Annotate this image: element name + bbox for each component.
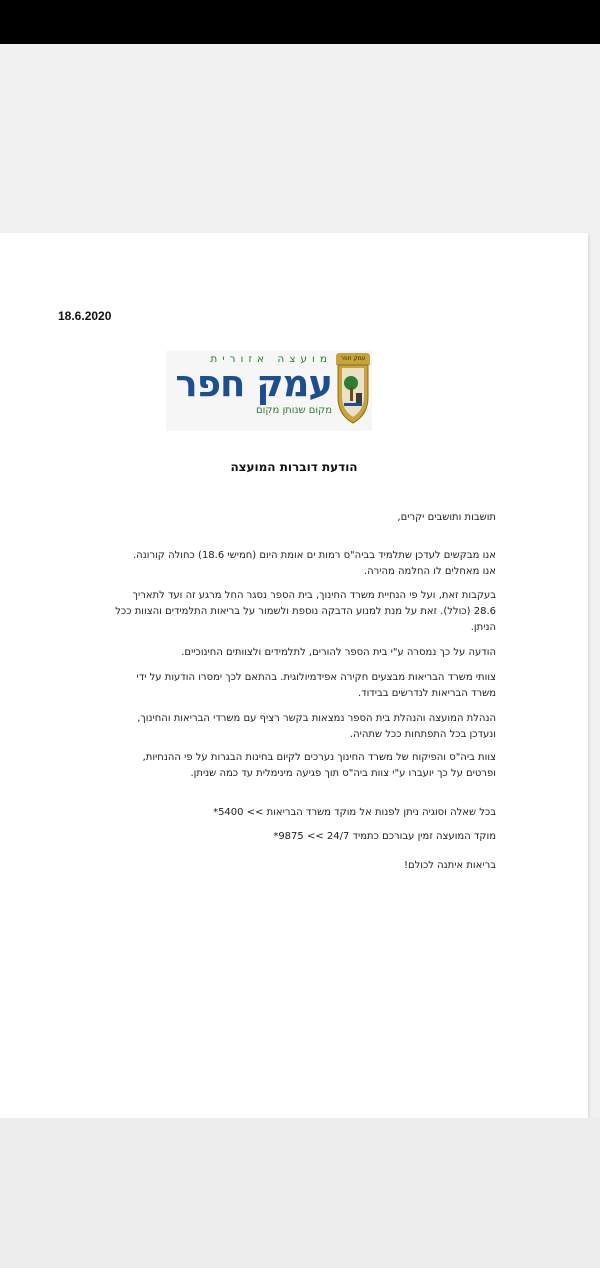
contact-line: בכל שאלה וסוגיה ניתן לפנות אל מוקד משרד הבריאות >> 5400* [213,807,496,818]
logo-text-block [162,351,332,416]
paragraph-1 [52,548,496,580]
logo-slogan: מקום שנותן מקום [256,405,332,416]
greeting-line: תושבות ותושבים יקרים, [397,512,496,523]
council-logo [166,351,372,431]
logo-main-text: עמק חפר [175,362,332,405]
paragraph-3 [52,645,496,661]
paragraph-line: אנו מאחלים לו החלמה מהירה. [363,566,496,577]
paragraph-line: צוות ביה"ס והפיקוח של משרד החינוך נערכים לקיום בחינות הבגרות על פי ההנחיות, [142,752,496,763]
contact-line-health [52,805,496,821]
paragraph-line: הניתן. [470,622,496,633]
paragraph-line: ונעדכן בכל התפתחות ככל שתהיה. [349,729,496,740]
closing-line: בריאות איתנה לכולם! [403,860,496,871]
paragraph-line: ופרטים על כך יועברו ע"י צוות ביה"ס תוך פגיעה מינימלית עד כמה שניתן. [190,768,496,779]
status-bar [0,0,600,44]
closing [52,858,496,874]
document-page [0,233,588,1118]
paragraph-6 [52,750,496,782]
contact-line: מוקד המועצה זמין עבורכם כתמיד 24/7 >> 9875* [273,831,496,842]
document-date: 18.6.2020 [58,309,112,323]
logo-top-text: מועצה אזורית [210,353,332,365]
announcement-title: הודעת דוברות המועצה [230,460,358,474]
shield-icon [336,353,370,425]
emblem-icon [336,353,370,425]
paragraph-line: אנו מבקשים לעדכן שתלמיד בביה"ס רמות ים אומת היום (חמישי 18.6) כחולה קורונה. [133,550,496,561]
emblem-label: עמק חפר [336,353,370,365]
paragraph-line: 28.6 (כולל). זאת על מנת למנוע הדבקה נוספת ולשמור על בריאות התלמידים והצוות ככל [115,606,496,617]
paragraph-line: הודעה על כך נמסרה ע"י בית הספר להורים, לתלמידים ולצוותים החינוכיים. [181,647,496,658]
paragraph-line: בעקבות זאת, ועל פי הנחיית משרד החינוך, בית הספר נסגר החל מרגע זה ועד לתאריך [132,590,496,601]
paragraph-4 [52,670,496,702]
paragraph-line: הנהלת המועצה והנהלת בית הספר נמצאות בקשר רציף עם משרדי הבריאות והחינוך, [137,713,496,724]
paragraph-5 [52,711,496,743]
background-lower [0,1118,600,1268]
paragraph-2 [52,588,496,636]
contact-line-council [52,829,496,845]
paragraph-line: משרד הבריאות לנדרשים בבידוד. [357,688,496,699]
paragraph-line: צוותי משרד הבריאות מבצעים חקירה אפידמיולוגית. בהתאם לכך ימסרו הודעות על ידי [136,672,496,683]
greeting [52,510,496,526]
